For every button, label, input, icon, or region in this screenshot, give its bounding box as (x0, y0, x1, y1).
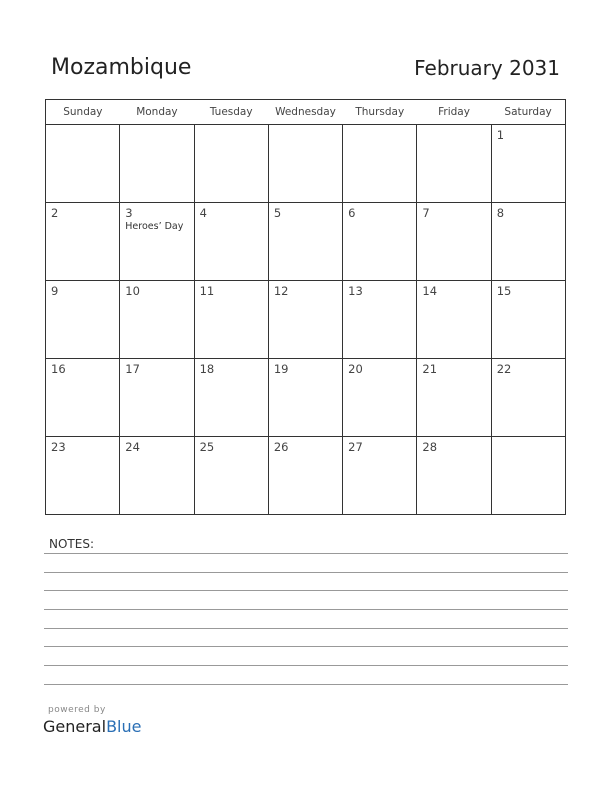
day-cell (46, 359, 120, 437)
day-number: 1 (496, 128, 505, 142)
day-number: 8 (496, 206, 505, 220)
weekday-header: Thursday (343, 100, 417, 125)
day-number: 16 (51, 362, 66, 376)
day-cell (46, 125, 120, 203)
day-cell (343, 359, 417, 437)
day-cell (343, 203, 417, 281)
day-number: 23 (51, 440, 66, 454)
notes-label: NOTES: (49, 537, 94, 551)
day-number: 11 (199, 284, 215, 298)
day-number: 7 (422, 206, 430, 220)
weekday-header: Sunday (46, 100, 120, 125)
week-row (46, 437, 566, 515)
notes-line (44, 665, 568, 666)
day-number: 10 (125, 284, 140, 298)
day-number: 25 (199, 440, 215, 454)
day-cell (46, 203, 120, 281)
day-number: 6 (348, 206, 356, 220)
day-number: 28 (422, 440, 438, 454)
day-cell (491, 437, 565, 515)
day-cell (120, 437, 194, 515)
country-title: Mozambique (51, 55, 192, 80)
weekday-header: Tuesday (194, 100, 268, 125)
day-cell (417, 359, 491, 437)
day-cell (120, 359, 194, 437)
day-number: 20 (348, 362, 363, 376)
powered-by-text: powered by (48, 705, 106, 715)
day-number: 9 (51, 284, 59, 298)
day-cell (343, 125, 417, 203)
day-cell (268, 359, 342, 437)
day-number: 13 (348, 284, 363, 298)
day-number: 5 (273, 206, 282, 220)
day-cell (194, 281, 268, 359)
day-number: 3 (125, 206, 133, 220)
day-number: 18 (199, 362, 215, 376)
brand-general: General (43, 717, 107, 736)
day-cell (491, 125, 565, 203)
day-cell (46, 437, 120, 515)
day-number: 26 (273, 440, 289, 454)
day-cell (417, 203, 491, 281)
calendar-grid (45, 99, 566, 515)
day-number: 27 (348, 440, 363, 454)
notes-line (44, 646, 568, 647)
day-cell (417, 125, 491, 203)
holiday-label: Heroes’ Day (125, 221, 184, 232)
day-number: 14 (422, 284, 438, 298)
day-cell (343, 281, 417, 359)
day-number: 19 (273, 362, 289, 376)
month-year-title: February 2031 (414, 56, 560, 80)
day-cell (268, 437, 342, 515)
weekday-header: Saturday (491, 100, 565, 125)
notes-line (44, 609, 568, 610)
day-cell (268, 281, 342, 359)
day-number: 22 (496, 362, 512, 376)
week-row (46, 359, 566, 437)
day-cell (268, 125, 342, 203)
weekday-header: Monday (120, 100, 194, 125)
day-cell (343, 437, 417, 515)
day-cell (194, 125, 268, 203)
day-number: 12 (273, 284, 289, 298)
generalblue-logo (43, 717, 141, 736)
day-cell (417, 437, 491, 515)
week-row (46, 281, 566, 359)
notes-line (44, 684, 568, 685)
day-cell (491, 203, 565, 281)
week-row (46, 125, 566, 203)
weekday-header: Wednesday (268, 100, 342, 125)
day-cell (194, 437, 268, 515)
day-number: 4 (199, 206, 207, 220)
weekday-header: Friday (417, 100, 491, 125)
brand-blue: Blue (106, 717, 142, 736)
notes-line (44, 590, 568, 591)
day-number: 2 (51, 206, 59, 220)
notes-line (44, 553, 568, 554)
day-cell (417, 281, 491, 359)
weekday-header-row (46, 100, 566, 125)
notes-line (44, 628, 568, 629)
day-number: 15 (496, 284, 512, 298)
day-cell (46, 281, 120, 359)
day-number: 21 (422, 362, 438, 376)
day-cell (268, 203, 342, 281)
day-cell (120, 125, 194, 203)
day-number: 24 (125, 440, 140, 454)
week-row (46, 203, 566, 281)
notes-line (44, 572, 568, 573)
day-number: 17 (125, 362, 140, 376)
day-cell (194, 203, 268, 281)
day-cell (120, 281, 194, 359)
day-cell (120, 203, 194, 281)
day-cell (194, 359, 268, 437)
day-cell (491, 359, 565, 437)
day-cell (491, 281, 565, 359)
